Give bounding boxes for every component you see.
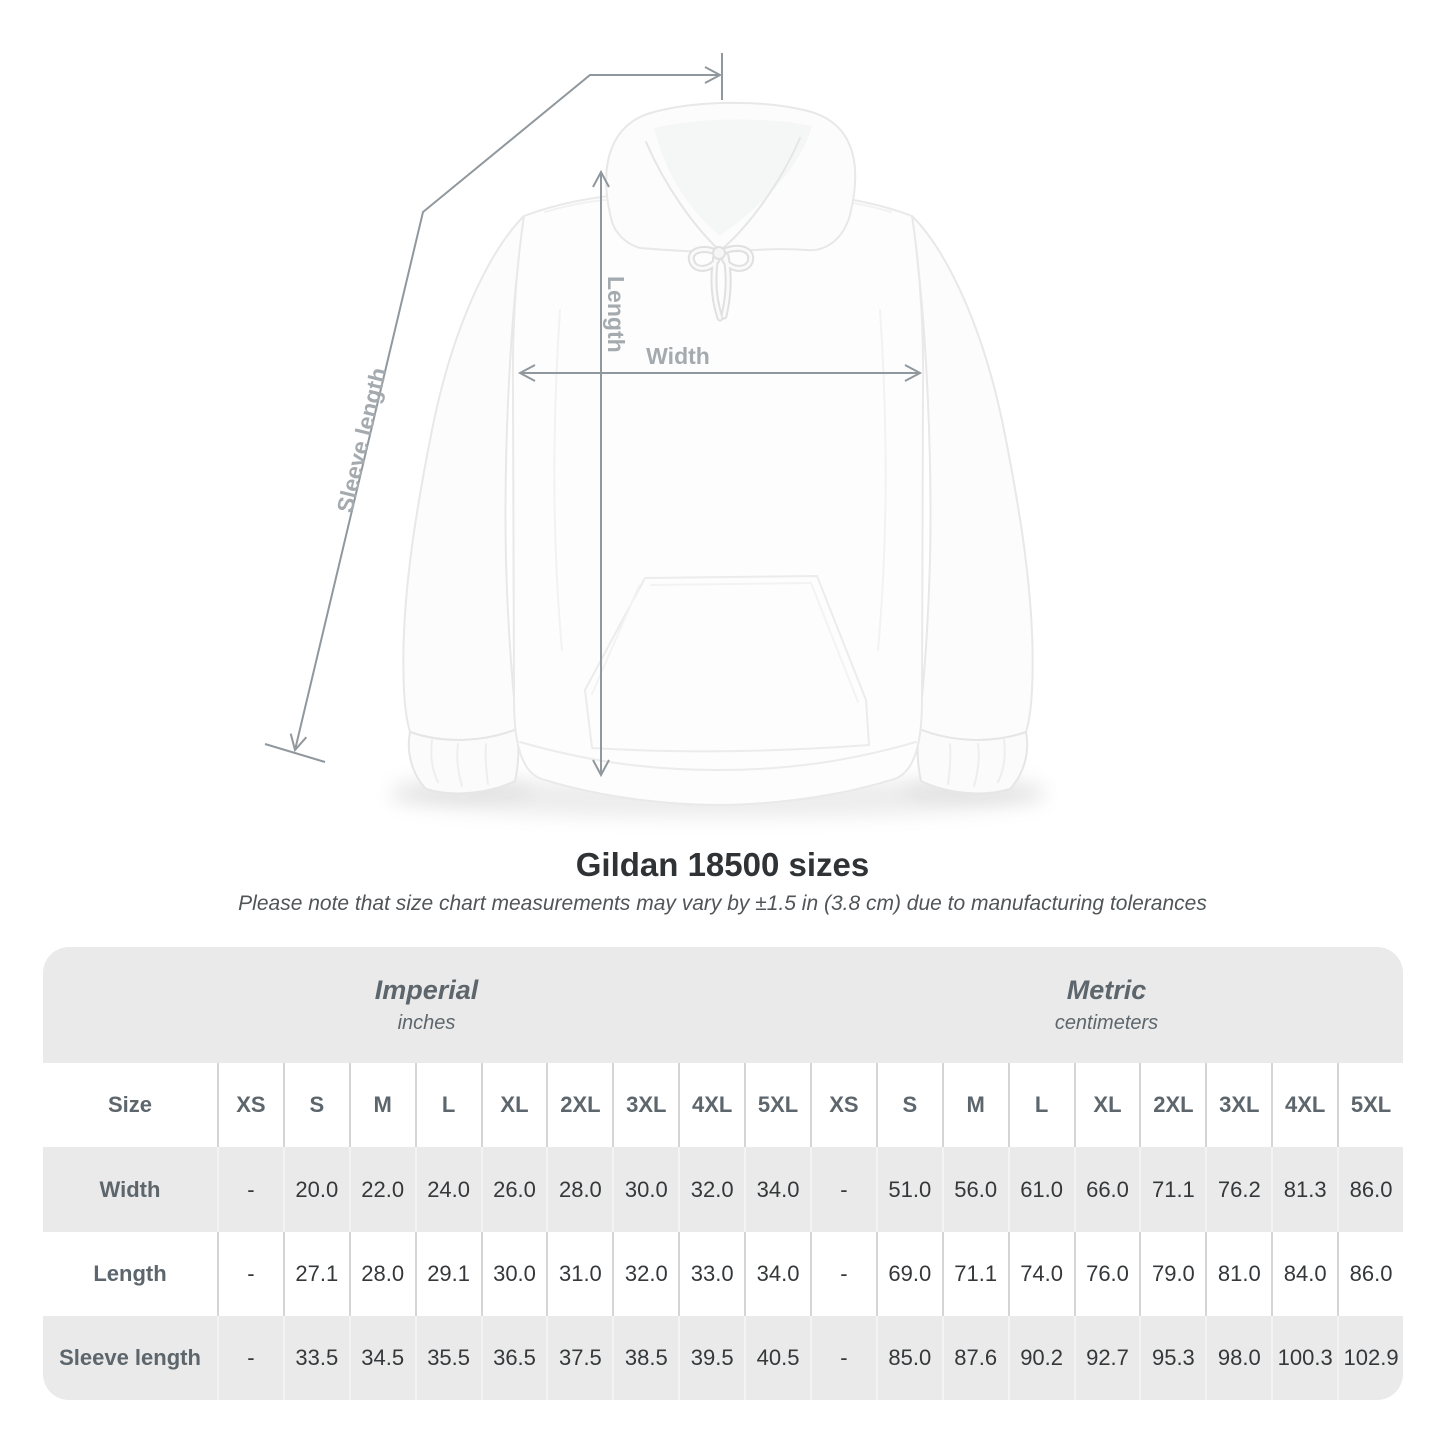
- metric-value-cell: 84.0: [1271, 1232, 1337, 1316]
- imperial-value-cell: -: [217, 1147, 283, 1232]
- imperial-section-header: [43, 947, 810, 1063]
- imperial-value-cell: 30.0: [481, 1232, 547, 1316]
- tolerance-note: Please note that size chart measurements may vary by ±1.5 in (3.8 cm) due to manufacturing tolerances: [238, 892, 1207, 915]
- imperial-value-cell: 20.0: [283, 1147, 349, 1232]
- imperial-value-cell: 26.0: [481, 1147, 547, 1232]
- table-row-width: [43, 1147, 1403, 1232]
- metric-unit: centimeters: [1054, 1012, 1159, 1034]
- width-label: Width: [646, 343, 710, 369]
- size-column-header: Size: [107, 1092, 153, 1117]
- size-header-imperial-3xl: 3XL: [612, 1063, 678, 1147]
- imperial-value-cell: 39.5: [678, 1316, 744, 1400]
- imperial-unit: inches: [397, 1012, 456, 1034]
- size-header-imperial-xl: XL: [481, 1063, 547, 1147]
- imperial-value-cell: 34.5: [349, 1316, 415, 1400]
- size-header-metric-4xl: 4XL: [1271, 1063, 1337, 1147]
- metric-value-cell: 100.3: [1271, 1316, 1337, 1400]
- page-title: Gildan 18500 sizes: [575, 846, 870, 883]
- metric-value-cell: 61.0: [1008, 1147, 1074, 1232]
- imperial-value-cell: 33.0: [678, 1232, 744, 1316]
- metric-section-header: [810, 947, 1403, 1063]
- hoodie-right-sleeve: [912, 216, 1033, 740]
- imperial-value-cell: 36.5: [481, 1316, 547, 1400]
- size-header-metric-3xl: 3XL: [1205, 1063, 1271, 1147]
- metric-value-cell: 85.0: [876, 1316, 942, 1400]
- size-header-imperial-l: L: [415, 1063, 481, 1147]
- imperial-value-cell: 38.5: [612, 1316, 678, 1400]
- imperial-value-cell: 35.5: [415, 1316, 481, 1400]
- imperial-value-cell: 29.1: [415, 1232, 481, 1316]
- size-header-imperial-m: M: [349, 1063, 415, 1147]
- metric-title: Metric: [1066, 975, 1147, 1005]
- metric-value-cell: -: [810, 1147, 876, 1232]
- unit-system-band: [43, 947, 1403, 1063]
- hoodie-illustration: [403, 103, 1032, 805]
- size-header-metric-l: L: [1008, 1063, 1074, 1147]
- metric-value-cell: 71.1: [942, 1232, 1008, 1316]
- size-header-metric-5xl: 5XL: [1337, 1063, 1403, 1147]
- imperial-value-cell: 32.0: [678, 1147, 744, 1232]
- metric-value-cell: 79.0: [1139, 1232, 1205, 1316]
- metric-value-cell: 66.0: [1074, 1147, 1140, 1232]
- metric-value-cell: 51.0: [876, 1147, 942, 1232]
- metric-value-cell: 95.3: [1139, 1316, 1205, 1400]
- metric-value-cell: -: [810, 1232, 876, 1316]
- imperial-value-cell: 22.0: [349, 1147, 415, 1232]
- metric-value-cell: 87.6: [942, 1316, 1008, 1400]
- metric-value-cell: 76.0: [1074, 1232, 1140, 1316]
- imperial-value-cell: 24.0: [415, 1147, 481, 1232]
- imperial-value-cell: 34.0: [744, 1147, 810, 1232]
- metric-value-cell: 102.9: [1337, 1316, 1403, 1400]
- metric-value-cell: 71.1: [1139, 1147, 1205, 1232]
- metric-value-cell: 86.0: [1337, 1232, 1403, 1316]
- metric-value-cell: 92.7: [1074, 1316, 1140, 1400]
- size-header-row: [43, 1063, 1403, 1147]
- hoodie-left-sleeve: [403, 216, 524, 740]
- length-label: Length: [603, 276, 629, 353]
- size-header-imperial-5xl: 5XL: [744, 1063, 810, 1147]
- table-row-length: [43, 1232, 1403, 1316]
- imperial-value-cell: 27.1: [283, 1232, 349, 1316]
- imperial-value-cell: 32.0: [612, 1232, 678, 1316]
- table-row-sleeve-length: [43, 1316, 1403, 1400]
- size-header-imperial-2xl: 2XL: [546, 1063, 612, 1147]
- size-header-metric-2xl: 2XL: [1139, 1063, 1205, 1147]
- size-table: [43, 947, 1403, 1400]
- row-label: Sleeve length: [59, 1345, 201, 1370]
- metric-value-cell: 90.2: [1008, 1316, 1074, 1400]
- metric-value-cell: 98.0: [1205, 1316, 1271, 1400]
- sleeve-length-label: Sleeve length: [331, 364, 392, 516]
- metric-value-cell: 69.0: [876, 1232, 942, 1316]
- imperial-value-cell: 31.0: [546, 1232, 612, 1316]
- size-header-imperial-s: S: [283, 1063, 349, 1147]
- imperial-value-cell: 40.5: [744, 1316, 810, 1400]
- imperial-title: Imperial: [374, 975, 479, 1005]
- metric-value-cell: 56.0: [942, 1147, 1008, 1232]
- imperial-value-cell: 33.5: [283, 1316, 349, 1400]
- size-header-imperial-xs: XS: [217, 1063, 283, 1147]
- metric-value-cell: 76.2: [1205, 1147, 1271, 1232]
- row-label: Length: [93, 1261, 167, 1286]
- size-header-metric-xs: XS: [810, 1063, 876, 1147]
- size-header-metric-m: M: [942, 1063, 1008, 1147]
- metric-value-cell: -: [810, 1316, 876, 1400]
- imperial-value-cell: -: [217, 1232, 283, 1316]
- imperial-value-cell: 28.0: [349, 1232, 415, 1316]
- imperial-value-cell: 37.5: [546, 1316, 612, 1400]
- size-header-metric-xl: XL: [1074, 1063, 1140, 1147]
- imperial-value-cell: 30.0: [612, 1147, 678, 1232]
- imperial-value-cell: -: [217, 1316, 283, 1400]
- size-header-imperial-4xl: 4XL: [678, 1063, 744, 1147]
- metric-value-cell: 86.0: [1337, 1147, 1403, 1232]
- row-label: Width: [99, 1176, 161, 1202]
- metric-value-cell: 74.0: [1008, 1232, 1074, 1316]
- imperial-value-cell: 28.0: [546, 1147, 612, 1232]
- imperial-value-cell: 34.0: [744, 1232, 810, 1316]
- metric-value-cell: 81.0: [1205, 1232, 1271, 1316]
- metric-value-cell: 81.3: [1271, 1147, 1337, 1232]
- size-header-metric-s: S: [876, 1063, 942, 1147]
